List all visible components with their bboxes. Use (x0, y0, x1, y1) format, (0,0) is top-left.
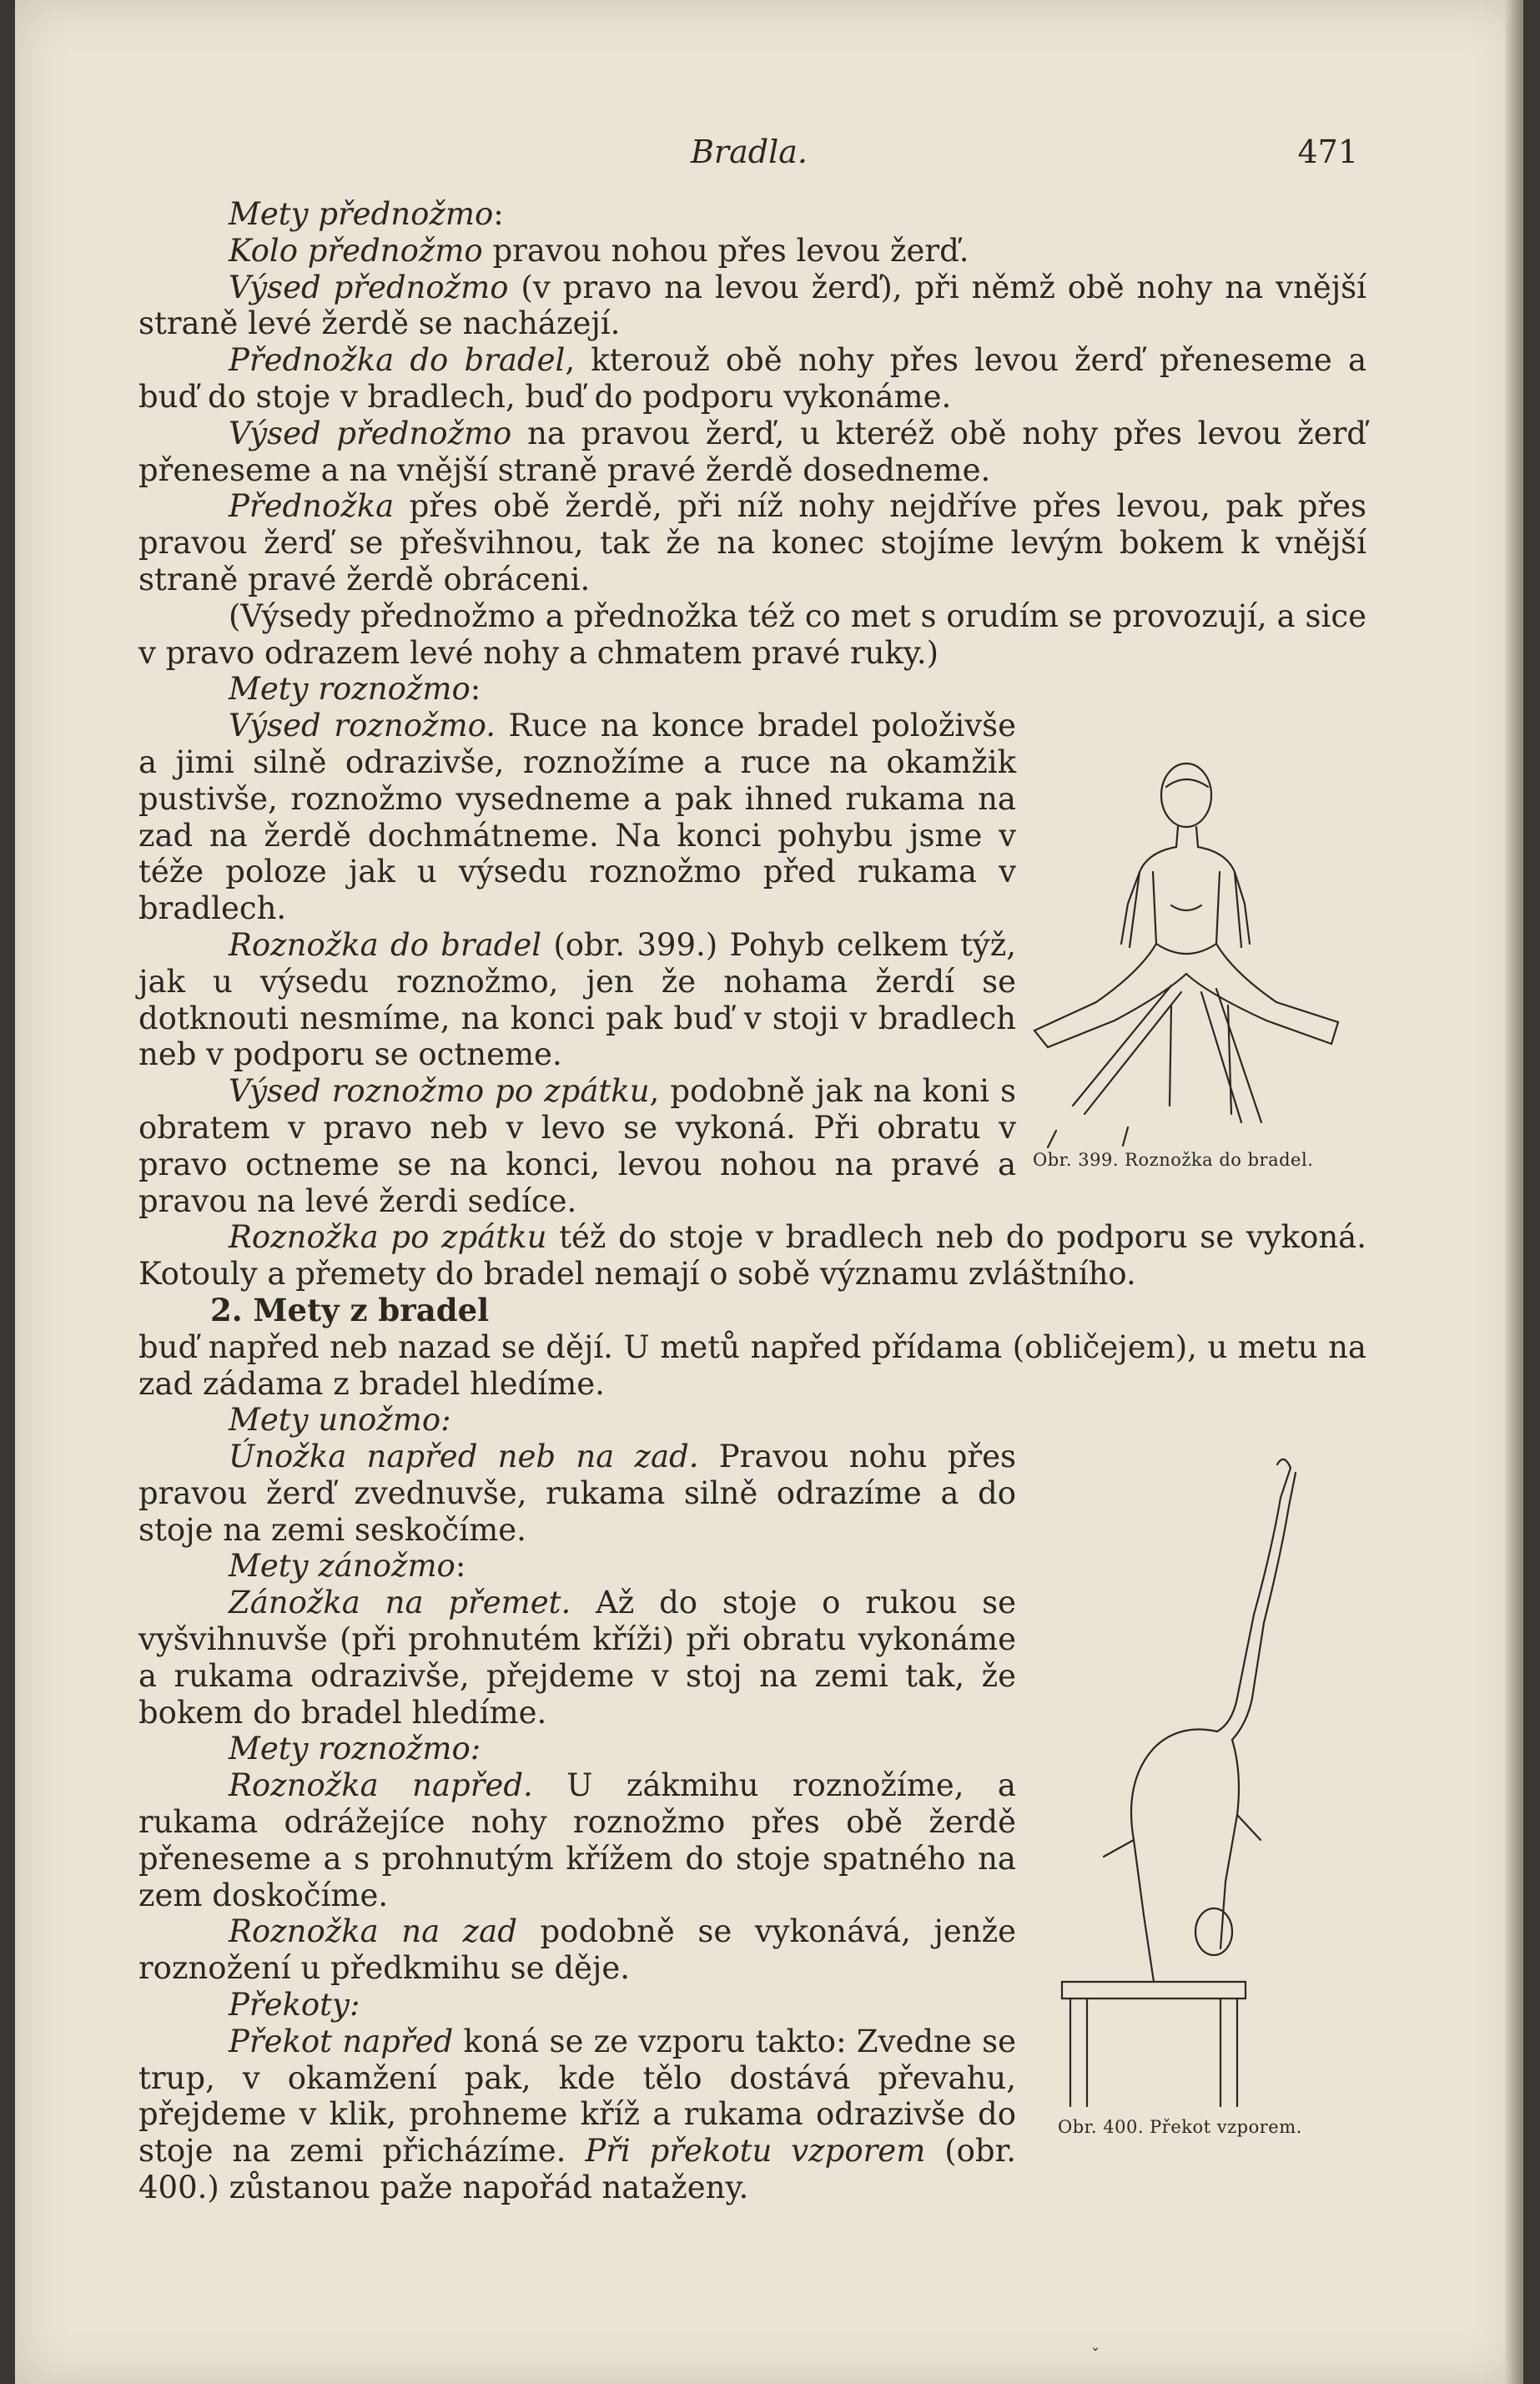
page-number: 471 (1297, 134, 1358, 170)
paragraph: Výsed přednožmo (v pravo na levou žerď), při němž obě nohy na vnější straně levé žerdě se nacházejí. (138, 269, 1366, 342)
paragraph: 2. Mety z bradel (210, 1291, 490, 1328)
paragraph: Únožka napřed neb na zad. Pravou nohu přes pravou žerď zvednuvše, rukama silně odrazíme a do stoje na zemi seskočíme. (138, 1439, 1016, 1548)
figure-399-illustration (1023, 755, 1348, 1156)
page-edge (1505, 0, 1523, 2384)
paragraph: Mety přednožmo: (229, 196, 504, 232)
paragraph: Mety roznožmo: (229, 1731, 481, 1767)
paragraph: Výsed přednožmo na pravou žerď, u kteréž obě nohy přes levou žerď přeneseme a na vnější straně pravé žerdě dosedneme. (138, 415, 1366, 488)
paragraph: Výsed roznožmo po zpátku, podobně jak na koni s obratem v pravo neb v levo se vykoná. Při obratu v pravo octneme se na konci, levou nohou na pravé a pravou na levé žerdi sedíce. (138, 1073, 1016, 1219)
paragraph: Roznožka po zpátku též do stoje v bradlech neb do podporu se vykoná. Kotouly a přemety do bradel nemají o sobě významu zvláštního. (138, 1219, 1367, 1293)
paragraph: Zánožka na přemet. Až do stoje o rukou se vyšvihnuvše (při prohnutém kříži) při obratu vykonáme a rukama odrazivše, přejdeme v stoj na zemi tak, že bokem do bradel hledíme. (138, 1585, 1017, 1731)
paragraph: (Výsedy přednožmo a přednožka též co met s orudím se provozují, a sice v pravo odrazem levé nohy a chmatem pravé ruky.) (138, 597, 1366, 671)
paragraph: Překoty: (229, 1987, 360, 2024)
paragraph: Roznožka napřed. U zákmihu roznožíme, a rukama odrážejíce nohy roznožmo přes obě žerdě přeneseme a s prohnutým křížem do stoje spatného na zem doskočíme. (138, 1767, 1016, 1913)
paragraph: Přednožka přes obě žerdě, při níž nohy nejdříve přes levou, pak přes pravou žerď se přešvihnou, tak že na konec stojíme levým bokem k vnější straně pravé žerdě obráceni. (138, 488, 1366, 597)
paragraph: buď napřed neb nazad se dějí. U metů napřed přídama (obličejem), u metu na zad zádama z bradel hledíme. (138, 1328, 1366, 1402)
paragraph: Výsed roznožmo. Ruce na konce bradel položivše a jimi silně odrazivše, roznožíme a ruce na okamžik pustivše, roznožmo vysedneme a pak ihned rukama na zad na žerdě dochmátneme. Na konci pohybu jsme v téže poloze jak u výsedu roznožmo před rukama v bradlech. (138, 708, 1016, 927)
paragraph: Mety unožmo: (229, 1402, 451, 1439)
paragraph: Roznožka do bradel (obr. 399.) Pohyb celkem týž, jak u výsedu roznožmo, jen že nohama žerdí se dotknouti nesmíme, na konci pak buď v stoji v bradlech neb v podporu se octneme. (138, 926, 1016, 1073)
book-page (15, 0, 1523, 2384)
figure-400-caption: Obr. 400. Překot vzporem. (1058, 2117, 1302, 2137)
paragraph: Roznožka na zad podobně se vykonává, jenže roznožení u předkmihu se děje. (138, 1913, 1017, 1987)
figure-399-caption: Obr. 399. Roznožka do bradel. (1033, 1150, 1314, 1170)
figure-400-illustration (1054, 1448, 1329, 2107)
paragraph: Mety zánožmo: (229, 1548, 466, 1585)
paragraph: Překot napřed koná se ze vzporu takto: Zvedne se trup, v okamžení pak, kde tělo dostává převahu, přejdeme v klik, prohneme kříž a rukama odrazivše do stoje na zemi přicházíme. Při překotu vzporem (obr. 400.) zůstanou paže napořád nataženy. (138, 2023, 1016, 2206)
paragraph: Mety roznožmo: (229, 671, 481, 708)
running-title: Bradla. (691, 134, 808, 170)
page-header (15, 134, 1358, 184)
footer-mark: ˇ (1091, 2345, 1100, 2365)
paragraph: Přednožka do bradel, kterouž obě nohy přes levou žerď přeneseme a buď do stoje v bradlech, buď do podporu vykonáme. (138, 342, 1366, 415)
paragraph: Kolo přednožmo pravou nohou přes levou žerď. (229, 232, 969, 269)
